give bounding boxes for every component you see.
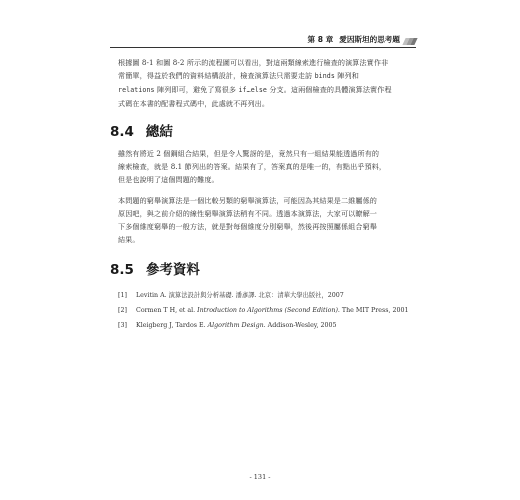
text-line: 但是也說明了這個問題的難度。 <box>118 175 219 184</box>
header-ornament-icon <box>404 38 416 45</box>
text-line: 雖然有將近 2 個鋼組合結果，但是令人驚訝的是，竟然只有一組結果能透過所有的 <box>118 149 380 158</box>
section-heading-summary: 8.4 總結 <box>110 124 173 140</box>
text-line: 根據圖 8-1 和圖 8-2 所示的流程圖可以看出，對這兩類線索進行檢查的演算法實作非 <box>118 58 389 67</box>
reference-item: [3] Kleigberg J, Tardos E. Algorithm Design. Addison-Wesley, 2005 <box>118 322 337 329</box>
summary-paragraph-1 <box>118 147 416 186</box>
section-heading-references: 8.5 參考資料 <box>110 262 200 278</box>
reference-list <box>118 289 418 334</box>
text-line: 下多個維度窮舉的一般方法，就是對每個維度分別窮舉，然後再按照屬係組合窮舉 <box>118 222 377 231</box>
page-number: - 131 - <box>249 473 271 481</box>
chapter-title: 愛因斯坦的思考題 <box>339 35 400 44</box>
text-line: relations 陣列即可，避免了寫很多 if…else 分支。這兩個檢查的具體演算法實作程 <box>118 85 392 94</box>
running-header <box>110 30 416 48</box>
intro-paragraph <box>118 56 416 110</box>
text-line: 結果。 <box>118 235 140 244</box>
text-line: 常簡單，得益於我們的資料結構設計，檢查演算法只需要走訪 binds 陣列和 <box>118 71 359 80</box>
chapter-number: 第 8 章 <box>307 35 334 44</box>
text-line: 式碼在本書的配書程式碼中，此處就不再列出。 <box>118 99 270 108</box>
reference-item: [1] Levitin A. 演算法設計與分析基礎. 潘彥譯. 北京：清華大學出版社，2007 <box>118 292 344 299</box>
text-line: 本問題的窮舉演算法是一個比較另類的窮舉演算法，可能因為其結果是二維屬係的 <box>118 196 377 205</box>
reference-item: [2] Cormen T H, et al. Introduction to Algorithms (Second Edition). The MIT Press, 2001 <box>118 307 409 314</box>
text-line: 線索檢查，就是 8.1 節列出的答案。結果有了，答案真的是唯一的，有點出乎預料， <box>118 162 387 171</box>
summary-paragraph-2 <box>118 194 416 246</box>
text-line: 原因吧，與之前介紹的線性窮舉演算法稍有不同。透過本演算法，大家可以瞭解一 <box>118 209 377 218</box>
